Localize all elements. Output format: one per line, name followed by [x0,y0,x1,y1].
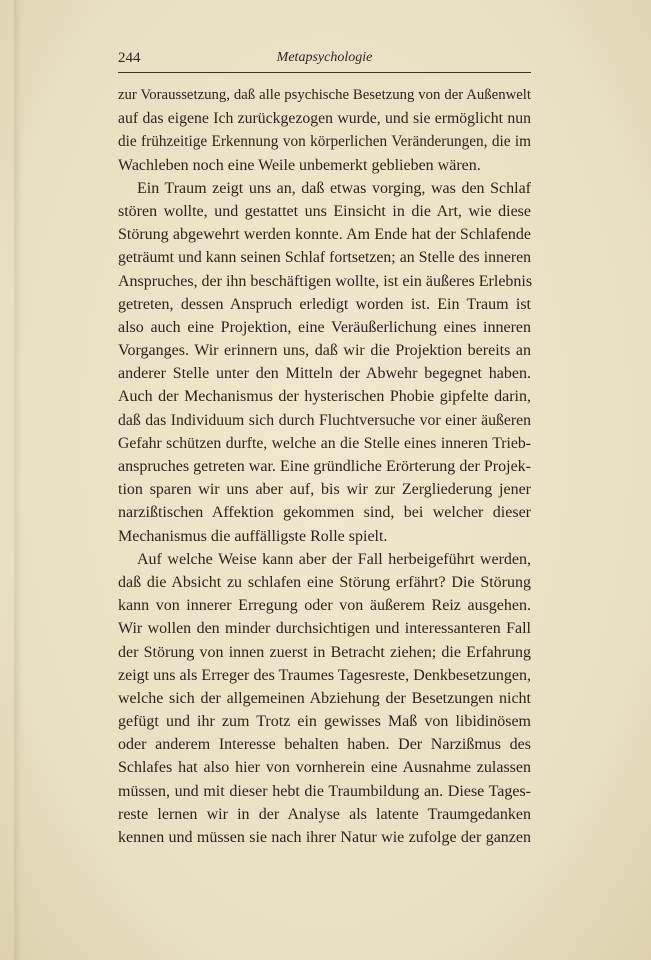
text-line: müssen, und mit dieser hebt die Traumbildung an. Diese Tages- [118,782,531,800]
page-number: 244 [118,50,141,66]
text-line: kennen und müssen sie nach ihrer Natur wie zufolge der ganzen [118,829,531,846]
running-head: Metapsychologie [276,50,373,65]
text-line: die frühzeitige Erkennung von körperlichen Veränderungen, die im [118,133,531,151]
text-line: oder anderem Interesse behalten haben. Der Narzißmus des [118,736,531,754]
text-line: auf das eigene Ich zurückgezogen wurde, und sie ermöglicht nun [118,110,531,128]
text-line: reste lernen wir in der Analyse als latente Traumgedanken [118,805,531,823]
text-line: kann von innerer Erregung oder von äußerem Reiz ausgehen. [118,597,531,615]
text-line: Mechanismus die auffälligste Rolle spielt. [118,527,388,545]
page-header [118,50,531,73]
text-line: Anspruches, der ihn beschäftigen wollte, ist ein äußeres Erlebnis [118,272,533,290]
text-line: Schlafes hat also hier von vornherein eine Ausnahme zulassen [118,759,531,777]
text-line: daß die Absicht zu schlafen eine Störung erfährt? Die Störung [118,573,531,591]
body-text [118,84,531,849]
text-line: tion sparen wir uns aber auf, bis wir zur Zergliederung jener [118,481,531,499]
text-line: daß das Individuum sich durch Fluchtversuche vor einer äußeren [118,411,531,429]
text-line: anspruches getreten war. Eine gründliche Erörterung der Projek- [118,458,531,475]
text-line: anderer Stelle unter den Mitteln der Abwehr begegnet haben. [118,365,531,383]
text-line: Ein Traum zeigt uns an, daß etwas vorging, was den Schlaf [137,179,531,197]
text-line: Störung abgewehrt werden konnte. Am Ende hat der Schlafende [118,226,531,244]
text-line: Vorganges. Wir erinnern uns, daß wir die Projektion bereits an [118,342,531,360]
text-line: zeigt uns als Erreger des Traumes Tagesreste, Denkbesetzungen, [118,666,531,684]
text-line: Wir wollen den minder durchsichtigen und interessanteren Fall [118,620,531,638]
text-line: Wachleben noch eine Weile unbemerkt geblieben wären. [118,156,481,174]
text-line: stören wollte, und gestattet uns Einsicht in die Art, wie diese [118,202,531,220]
text-line: also auch eine Projektion, eine Veräußerlichung eines inneren [118,318,531,336]
text-line: Auf welche Weise kann aber der Fall herbeigeführt werden, [137,550,531,568]
text-line: geträumt und kann seinen Schlaf fortsetzen; an Stelle des inneren [118,249,531,267]
text-line: getreten, dessen Anspruch erledigt worden ist. Ein Traum ist [118,295,531,313]
text-line: zur Voraussetzung, daß alle psychische Besetzung von der Außenwelt [118,87,531,103]
text-line: narzißtischen Affektion gekommen sind, bei welcher dieser [118,504,531,522]
text-line: gefügt und ihr zum Trotz ein gewisses Maß von libidinösem [118,713,531,731]
text-line: Auch der Mechanismus der hysterischen Phobie gipfelte darin, [118,388,531,406]
text-line: Gefahr schützen durfte, welche an die Stelle eines inneren Trieb- [118,434,531,452]
text-line: der Störung von innen zuerst in Betracht ziehen; die Erfahrung [118,643,531,661]
text-line: welche sich der allgemeinen Abziehung der Besetzungen nicht [118,689,531,707]
